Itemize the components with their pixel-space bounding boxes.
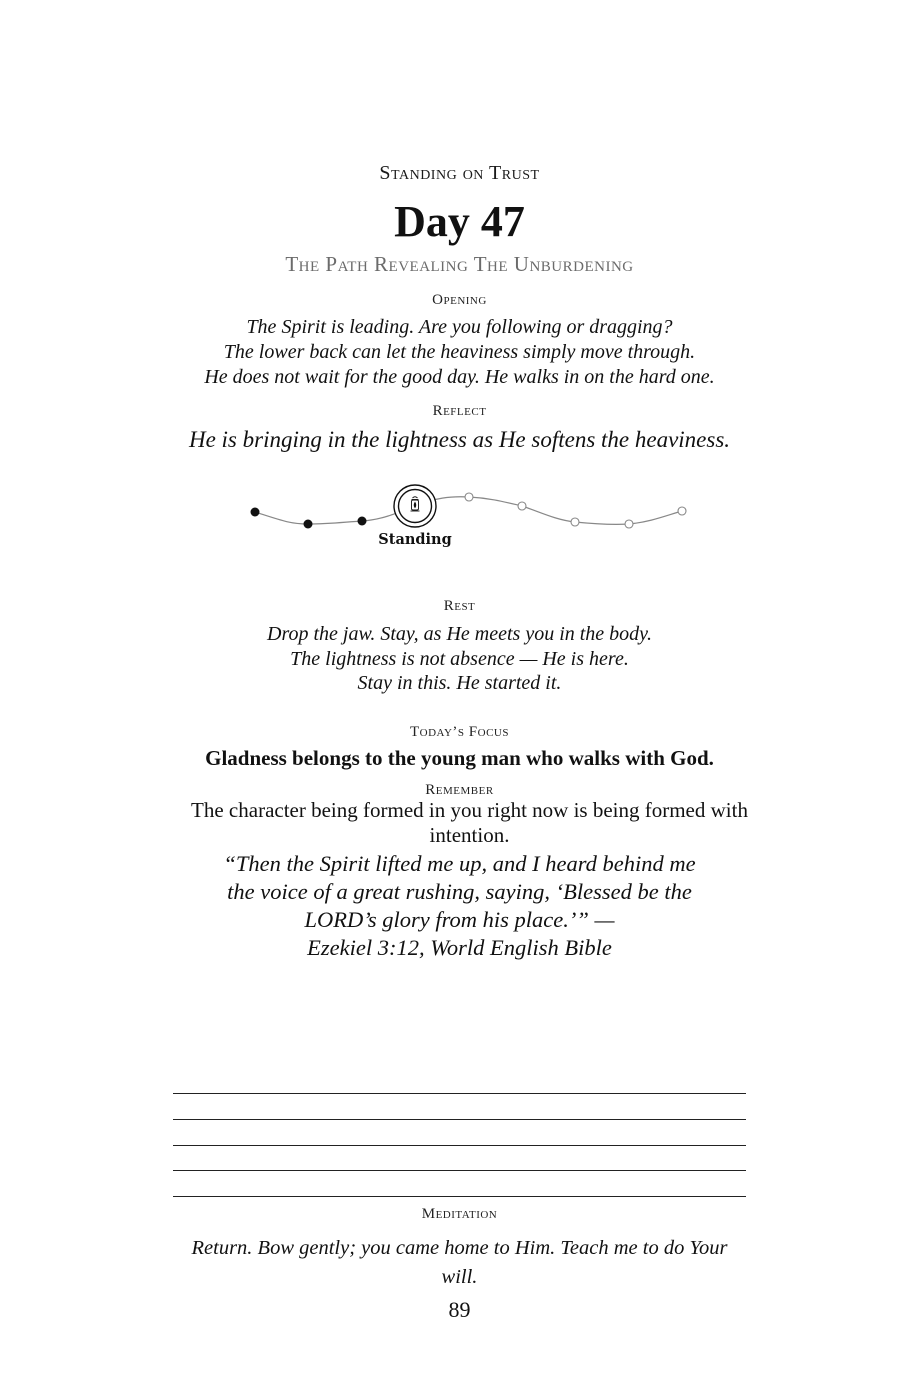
journal-line[interactable] xyxy=(173,1170,746,1171)
rest-label: Rest xyxy=(443,598,476,614)
opening-line: He does not wait for the good day. He walks in on the hard one. xyxy=(204,366,715,388)
rest-text xyxy=(0,622,919,696)
meditation-label: Meditation xyxy=(421,1206,498,1222)
opening-text xyxy=(0,315,919,390)
path-step-completed xyxy=(251,508,260,517)
day-heading: Day 47 xyxy=(394,197,525,246)
path-step-completed xyxy=(358,517,367,526)
rest-line: The lightness is not absence — He is here. xyxy=(290,647,629,670)
focus-text: Gladness belongs to the young man who walks with God. xyxy=(205,746,714,770)
path-step-current xyxy=(394,485,436,527)
journal-line[interactable] xyxy=(173,1093,746,1094)
path-step-upcoming xyxy=(465,493,473,501)
journal-line[interactable] xyxy=(173,1119,746,1120)
current-step-label: Standing xyxy=(378,531,452,548)
journal-line[interactable] xyxy=(173,1196,746,1197)
path-step-upcoming xyxy=(518,502,526,510)
rest-line: Drop the jaw. Stay, as He meets you in the body. xyxy=(267,623,652,645)
reflect-label: Reflect xyxy=(432,403,487,419)
section-title: Standing on Trust xyxy=(379,162,540,184)
remember-text: The character being formed in you right now is being formed with intention. xyxy=(191,798,748,847)
verse-line: “Then the Spirit lifted me up, and I heard behind me xyxy=(223,851,696,876)
day-subtitle: The Path Revealing The Unburdening xyxy=(285,252,634,276)
path-step-upcoming xyxy=(571,518,579,526)
opening-line: The Spirit is leading. Are you following or dragging? xyxy=(246,316,673,338)
page-number: 89 xyxy=(448,1297,471,1322)
path-step-upcoming xyxy=(678,507,686,515)
remember-label: Remember xyxy=(425,782,494,798)
journal-line[interactable] xyxy=(173,1145,746,1146)
rest-line: Stay in this. He started it. xyxy=(357,672,562,694)
progress-path xyxy=(0,470,919,560)
verse-line: LORD’s glory from his place.’” — xyxy=(304,907,615,932)
path-step-upcoming xyxy=(625,520,633,528)
verse-citation: Ezekiel 3:12, World English Bible xyxy=(307,935,612,960)
opening-label: Opening xyxy=(432,292,487,308)
scripture-verse xyxy=(0,850,919,962)
focus-label: Today’s Focus xyxy=(410,724,509,740)
opening-line: The lower back can let the heaviness simply move through. xyxy=(223,341,696,363)
path-step-completed xyxy=(304,520,313,529)
meditation-text: Return. Bow gently; you came home to Him. Teach me to do Your will. xyxy=(191,1237,728,1288)
verse-line: the voice of a great rushing, saying, ‘Blessed be the xyxy=(227,879,692,904)
reflect-text: He is bringing in the lightness as He softens the heaviness. xyxy=(188,427,731,452)
